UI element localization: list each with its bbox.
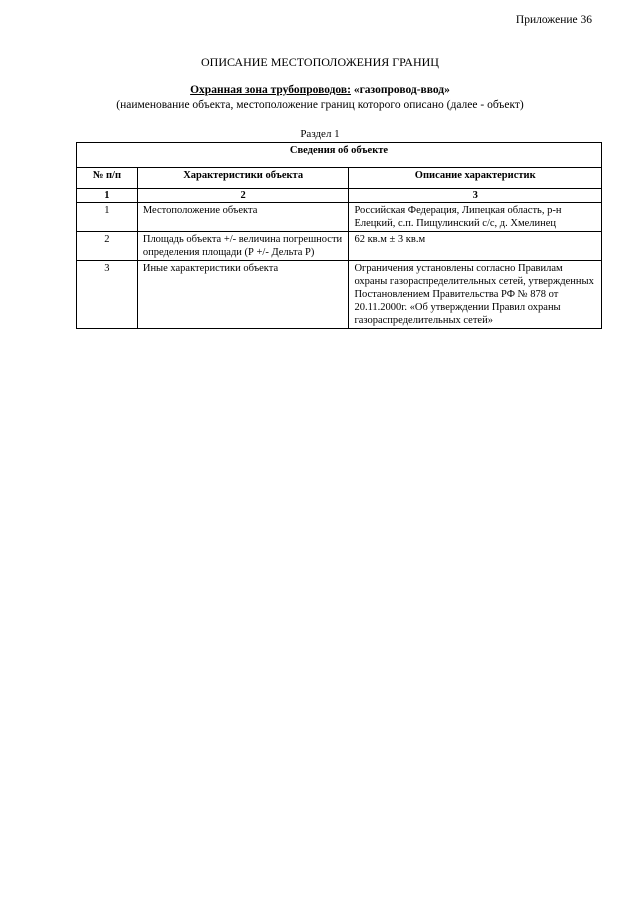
table-caption-row [77,143,602,168]
section-label: Раздел 1 [300,128,340,140]
object-info-table [76,142,602,329]
document-title: ОПИСАНИЕ МЕСТОПОЛОЖЕНИЯ ГРАНИЦ [201,55,439,69]
column-header-number: № п/п [77,168,138,189]
table-row [77,232,602,261]
row-description: Ограничения установлены согласно Правилам охраны газораспределительных сетей, утвержденных Постановлением Правительства РФ № 878 от 20.11.2000г. «Об утверждении Правил охраны газораспределительных сетей» [349,261,602,329]
row-number: 1 [77,203,138,232]
row-number: 2 [77,232,138,261]
table-header-row [77,168,602,189]
object-type-label: Охранная зона трубопроводов: [190,84,351,96]
column-number: 3 [349,189,602,203]
row-characteristic: Площадь объекта +/- величина погрешности определения площади (Р +/- Дельта Р) [137,232,349,261]
row-description: Российская Федерация, Липецкая область, р-н Елецкий, с.п. Пищулинский с/с, д. Хмелинец [349,203,602,232]
row-description: 62 кв.м ± 3 кв.м [349,232,602,261]
object-name: «газопровод-ввод» [353,84,450,96]
column-header-description: Описание характеристик [349,168,602,189]
row-characteristic: Иные характеристики объекта [137,261,349,329]
object-line [0,84,640,96]
column-number: 1 [77,189,138,203]
column-header-characteristic: Характеристики объекта [137,168,349,189]
table-row [77,261,602,329]
appendix-number: Приложение 36 [515,14,592,26]
row-number: 3 [77,261,138,329]
object-caption: (наименование объекта, местоположение границ которого описано (далее - объект) [116,99,524,111]
row-characteristic: Местоположение объекта [137,203,349,232]
column-number: 2 [137,189,349,203]
table-row [77,203,602,232]
column-number-row [77,189,602,203]
table-title: Сведения об объекте [77,143,602,168]
